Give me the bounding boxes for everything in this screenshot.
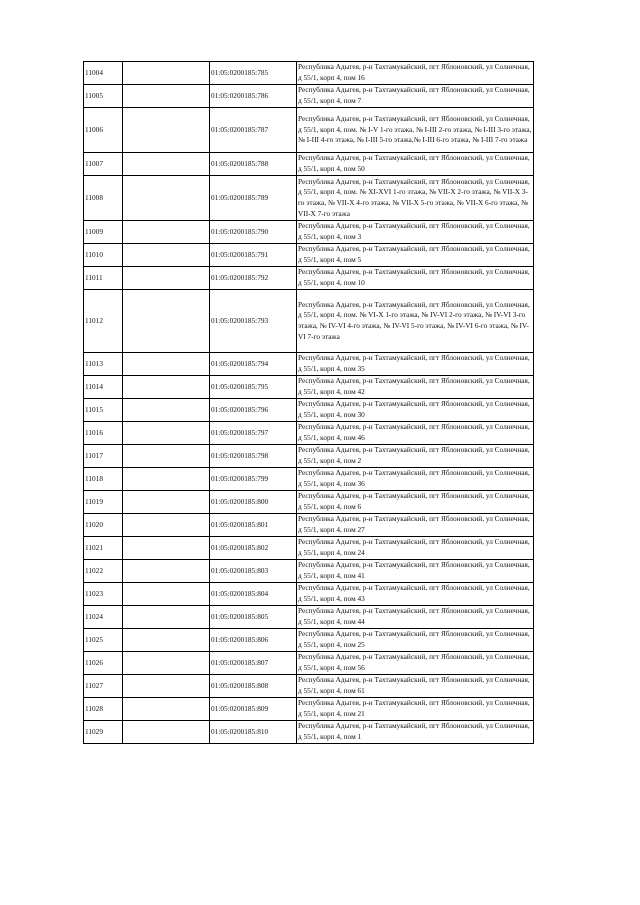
cadastral-number-cell: 01:05:0200185:810 — [210, 721, 297, 744]
registry-table — [83, 61, 534, 744]
empty-cell — [123, 606, 210, 629]
address-cell: Республика Адыгея, р-н Тахтамукайский, пгт Яблоновский, ул Солнечная, д 55/1, корп 4, пом 21 — [297, 698, 534, 721]
cadastral-number-cell: 01:05:0200185:807 — [210, 652, 297, 675]
cadastral-number-cell: 01:05:0200185:785 — [210, 62, 297, 85]
cadastral-number-cell: 01:05:0200185:803 — [210, 560, 297, 583]
row-number-cell: 11027 — [84, 675, 123, 698]
table-row — [84, 353, 534, 376]
cadastral-number-cell: 01:05:0200185:799 — [210, 468, 297, 491]
empty-cell — [123, 560, 210, 583]
cadastral-number-cell: 01:05:0200185:808 — [210, 675, 297, 698]
table-row — [84, 583, 534, 606]
row-number-cell: 11009 — [84, 221, 123, 244]
row-number-cell: 11016 — [84, 422, 123, 445]
row-number-cell: 11007 — [84, 153, 123, 176]
address-cell: Республика Адыгея, р-н Тахтамукайский, пгт Яблоновский, ул Солнечная, д 55/1, корп 4, пом 56 — [297, 652, 534, 675]
cadastral-number-cell: 01:05:0200185:793 — [210, 290, 297, 353]
cadastral-number-cell: 01:05:0200185:789 — [210, 176, 297, 221]
cadastral-number-cell: 01:05:0200185:786 — [210, 85, 297, 108]
row-number-cell: 11014 — [84, 376, 123, 399]
table-row — [84, 267, 534, 290]
empty-cell — [123, 698, 210, 721]
address-cell: Республика Адыгея, р-н Тахтамукайский, пгт Яблоновский, ул Солнечная, д 55/1, корп 4, пом 6 — [297, 491, 534, 514]
row-number-cell: 11018 — [84, 468, 123, 491]
empty-cell — [123, 62, 210, 85]
address-cell: Республика Адыгея, р-н Тахтамукайский, пгт Яблоновский, ул Солнечная, д 55/1, корп 4, пом 1 — [297, 721, 534, 744]
table-row — [84, 221, 534, 244]
row-number-cell: 11020 — [84, 514, 123, 537]
empty-cell — [123, 108, 210, 153]
cadastral-number-cell: 01:05:0200185:805 — [210, 606, 297, 629]
address-cell: Республика Адыгея, р-н Тахтамукайский, пгт Яблоновский, ул Солнечная, д 55/1, корп 4, пом 42 — [297, 376, 534, 399]
cadastral-number-cell: 01:05:0200185:794 — [210, 353, 297, 376]
empty-cell — [123, 583, 210, 606]
address-cell: Республика Адыгея, р-н Тахтамукайский, пгт Яблоновский, ул Солнечная, д 55/1, корп 4, пом. № I-V 1-го этажа, № I-III 2-го этажа, № I-III 3-го этажа, № I-III 4-го этажа, № I-III 5-го этажа,№ I-III 6-го этажа, № I-III 7-го этажа — [297, 108, 534, 153]
address-cell: Республика Адыгея, р-н Тахтамукайский, пгт Яблоновский, ул Солнечная, д 55/1, корп 4, пом. № VI-X 1-го этажа, № IV-VI 2-го этажа, № IV-VI 3-го этажа, № IV-VI 4-го этажа, № IV-VI 5-го этажа, № IV-VI 6-го этажа, № IV-VI 7-го этажа — [297, 290, 534, 353]
address-cell: Республика Адыгея, р-н Тахтамукайский, пгт Яблоновский, ул Солнечная, д 55/1, корп 4, пом 5 — [297, 244, 534, 267]
table-row — [84, 153, 534, 176]
empty-cell — [123, 491, 210, 514]
empty-cell — [123, 721, 210, 744]
row-number-cell: 11026 — [84, 652, 123, 675]
empty-cell — [123, 244, 210, 267]
table-row — [84, 176, 534, 221]
row-number-cell: 11023 — [84, 583, 123, 606]
cadastral-number-cell: 01:05:0200185:800 — [210, 491, 297, 514]
cadastral-number-cell: 01:05:0200185:788 — [210, 153, 297, 176]
empty-cell — [123, 514, 210, 537]
empty-cell — [123, 376, 210, 399]
cadastral-number-cell: 01:05:0200185:791 — [210, 244, 297, 267]
address-cell: Республика Адыгея, р-н Тахтамукайский, пгт Яблоновский, ул Солнечная, д 55/1, корп 4, пом 2 — [297, 445, 534, 468]
address-cell: Республика Адыгея, р-н Тахтамукайский, пгт Яблоновский, ул Солнечная, д 55/1, корп 4, пом. № XI-XVI 1-го этажа, № VII-X 2-го этажа, № VII-X 3-го этажа, № VII-X 4-го этажа, № VII-X 5-го этажа, № VII-X 6-го этажа, № VII-X 7-го этажа — [297, 176, 534, 221]
row-number-cell: 11006 — [84, 108, 123, 153]
cadastral-number-cell: 01:05:0200185:809 — [210, 698, 297, 721]
table-row — [84, 537, 534, 560]
address-cell: Республика Адыгея, р-н Тахтамукайский, пгт Яблоновский, ул Солнечная, д 55/1, корп 4, пом 16 — [297, 62, 534, 85]
table-row — [84, 376, 534, 399]
row-number-cell: 11008 — [84, 176, 123, 221]
table-row — [84, 606, 534, 629]
row-number-cell: 11013 — [84, 353, 123, 376]
table-row — [84, 675, 534, 698]
cadastral-number-cell: 01:05:0200185:801 — [210, 514, 297, 537]
table-row — [84, 629, 534, 652]
address-cell: Республика Адыгея, р-н Тахтамукайский, пгт Яблоновский, ул Солнечная, д 55/1, корп 4, пом 43 — [297, 583, 534, 606]
cadastral-number-cell: 01:05:0200185:792 — [210, 267, 297, 290]
row-number-cell: 11012 — [84, 290, 123, 353]
empty-cell — [123, 468, 210, 491]
empty-cell — [123, 353, 210, 376]
row-number-cell: 11017 — [84, 445, 123, 468]
table-row — [84, 514, 534, 537]
table-row — [84, 399, 534, 422]
address-cell: Республика Адыгея, р-н Тахтамукайский, пгт Яблоновский, ул Солнечная, д 55/1, корп 4, пом 36 — [297, 468, 534, 491]
row-number-cell: 11010 — [84, 244, 123, 267]
address-cell: Республика Адыгея, р-н Тахтамукайский, пгт Яблоновский, ул Солнечная, д 55/1, корп 4, пом 27 — [297, 514, 534, 537]
empty-cell — [123, 221, 210, 244]
empty-cell — [123, 445, 210, 468]
cadastral-number-cell: 01:05:0200185:795 — [210, 376, 297, 399]
row-number-cell: 11022 — [84, 560, 123, 583]
table-row — [84, 244, 534, 267]
table-row — [84, 721, 534, 744]
address-cell: Республика Адыгея, р-н Тахтамукайский, пгт Яблоновский, ул Солнечная, д 55/1, корп 4, пом 44 — [297, 606, 534, 629]
cadastral-number-cell: 01:05:0200185:796 — [210, 399, 297, 422]
empty-cell — [123, 290, 210, 353]
row-number-cell: 11004 — [84, 62, 123, 85]
cadastral-number-cell: 01:05:0200185:798 — [210, 445, 297, 468]
table-row — [84, 445, 534, 468]
empty-cell — [123, 422, 210, 445]
table-row — [84, 560, 534, 583]
address-cell: Республика Адыгея, р-н Тахтамукайский, пгт Яблоновский, ул Солнечная, д 55/1, корп 4, пом 50 — [297, 153, 534, 176]
cadastral-number-cell: 01:05:0200185:787 — [210, 108, 297, 153]
table-row — [84, 698, 534, 721]
empty-cell — [123, 537, 210, 560]
row-number-cell: 11024 — [84, 606, 123, 629]
row-number-cell: 11028 — [84, 698, 123, 721]
address-cell: Республика Адыгея, р-н Тахтамукайский, пгт Яблоновский, ул Солнечная, д 55/1, корп 4, пом 25 — [297, 629, 534, 652]
empty-cell — [123, 153, 210, 176]
address-cell: Республика Адыгея, р-н Тахтамукайский, пгт Яблоновский, ул Солнечная, д 55/1, корп 4, пом 24 — [297, 537, 534, 560]
cadastral-number-cell: 01:05:0200185:797 — [210, 422, 297, 445]
row-number-cell: 11005 — [84, 85, 123, 108]
address-cell: Республика Адыгея, р-н Тахтамукайский, пгт Яблоновский, ул Солнечная, д 55/1, корп 4, пом 61 — [297, 675, 534, 698]
row-number-cell: 11011 — [84, 267, 123, 290]
row-number-cell: 11029 — [84, 721, 123, 744]
address-cell: Республика Адыгея, р-н Тахтамукайский, пгт Яблоновский, ул Солнечная, д 55/1, корп 4, пом 35 — [297, 353, 534, 376]
table-row — [84, 468, 534, 491]
table-row — [84, 652, 534, 675]
table-row — [84, 62, 534, 85]
cadastral-number-cell: 01:05:0200185:802 — [210, 537, 297, 560]
row-number-cell: 11015 — [84, 399, 123, 422]
empty-cell — [123, 652, 210, 675]
cadastral-number-cell: 01:05:0200185:790 — [210, 221, 297, 244]
registry-body — [84, 62, 534, 744]
cadastral-number-cell: 01:05:0200185:806 — [210, 629, 297, 652]
row-number-cell: 11021 — [84, 537, 123, 560]
address-cell: Республика Адыгея, р-н Тахтамукайский, пгт Яблоновский, ул Солнечная, д 55/1, корп 4, пом 41 — [297, 560, 534, 583]
address-cell: Республика Адыгея, р-н Тахтамукайский, пгт Яблоновский, ул Солнечная, д 55/1, корп 4, пом 7 — [297, 85, 534, 108]
row-number-cell: 11025 — [84, 629, 123, 652]
address-cell: Республика Адыгея, р-н Тахтамукайский, пгт Яблоновский, ул Солнечная, д 55/1, корп 4, пом 30 — [297, 399, 534, 422]
empty-cell — [123, 399, 210, 422]
empty-cell — [123, 176, 210, 221]
row-number-cell: 11019 — [84, 491, 123, 514]
table-row — [84, 85, 534, 108]
table-row — [84, 290, 534, 353]
empty-cell — [123, 629, 210, 652]
empty-cell — [123, 675, 210, 698]
table-row — [84, 108, 534, 153]
address-cell: Республика Адыгея, р-н Тахтамукайский, пгт Яблоновский, ул Солнечная, д 55/1, корп 4, пом 46 — [297, 422, 534, 445]
address-cell: Республика Адыгея, р-н Тахтамукайский, пгт Яблоновский, ул Солнечная, д 55/1, корп 4, пом 10 — [297, 267, 534, 290]
table-row — [84, 491, 534, 514]
table-row — [84, 422, 534, 445]
address-cell: Республика Адыгея, р-н Тахтамукайский, пгт Яблоновский, ул Солнечная, д 55/1, корп 4, пом 3 — [297, 221, 534, 244]
empty-cell — [123, 85, 210, 108]
empty-cell — [123, 267, 210, 290]
cadastral-number-cell: 01:05:0200185:804 — [210, 583, 297, 606]
